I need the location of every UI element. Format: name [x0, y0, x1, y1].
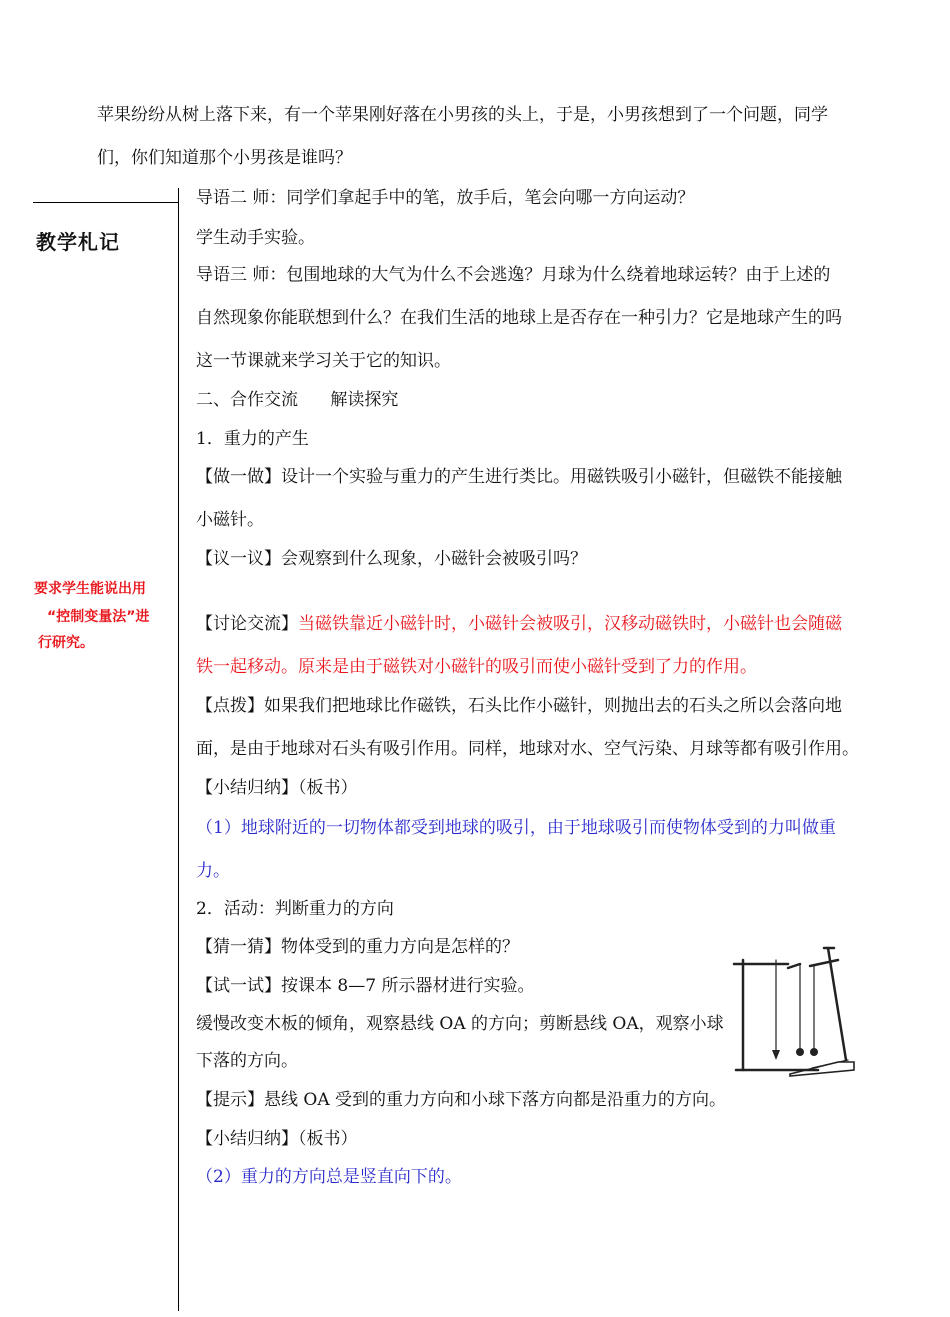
hint-line-1: 【点拨】如果我们把地球比作磁铁，石头比作小磁针，则抛出去的石头之所以会落向地	[196, 696, 842, 716]
intro-line-1: 苹果纷纷从树上落下来，有一个苹果刚好落在小男孩的头上，于是，小男孩想到了一个问题，同学	[97, 105, 828, 125]
conclusion-1-line-2: 力。	[196, 861, 230, 881]
do-it-line-2: 小磁针。	[196, 510, 264, 530]
sidebar-note-line-1: 要求学生能说出用	[34, 581, 146, 597]
guide-3-line-1: 导语三 师：包围地球的大气为什么不会逃逸？月球为什么绕着地球运转？由于上述的	[196, 265, 831, 285]
discuss-line: 【议一议】会观察到什么现象，小磁针会被吸引吗？	[196, 549, 587, 569]
discussion-line-1	[196, 613, 842, 635]
sidebar-title: 教学札记	[36, 230, 120, 254]
sidebar-note-line-3: 行研究。	[38, 635, 94, 651]
tip-line: 【提示】悬线 OA 受到的重力方向和小球下落方向都是沿重力的方向。	[196, 1090, 727, 1110]
discussion-text-1: 当磁铁靠近小磁针时，小磁针会被吸引，汉移动磁铁时，小磁针也会随磁	[298, 614, 842, 634]
discussion-text-2: 铁一起移动。原来是由于磁铁对小磁针的吸引而使小磁针受到了力的作用。	[196, 657, 757, 677]
hint-line-2: 面，是由于地球对石头有吸引作用。同样，地球对水、空气污染、月球等都有吸引作用。	[196, 739, 859, 759]
intro-line-2: 们，你们知道那个小男孩是谁吗？	[97, 148, 352, 168]
summary-1: 【小结归纳】（板书）	[196, 778, 358, 798]
sidebar-top-rule	[33, 202, 179, 203]
summary-2: 【小结归纳】（板书）	[196, 1129, 358, 1149]
pendulum-apparatus-figure	[728, 938, 876, 1078]
discussion-label: 【讨论交流】	[196, 614, 298, 634]
section-heading-2: 二、合作交流 解读探究	[196, 390, 399, 410]
do-it-line-1: 【做一做】设计一个实验与重力的产生进行类比。用磁铁吸引小磁针，但磁铁不能接触	[196, 467, 842, 487]
guess-line: 【猜一猜】物体受到的重力方向是怎样的？	[196, 937, 519, 957]
guide-2: 导语二 师：同学们拿起手中的笔，放手后，笔会向哪一方向运动？	[196, 188, 695, 208]
conclusion-1-line-1: （1）地球附近的一切物体都受到地球的吸引，由于地球吸引而使物体受到的力叫做重	[196, 818, 836, 838]
guide-3-line-3: 这一节课就来学习关于它的知识。	[196, 351, 451, 371]
procedure-line-2: 下落的方向。	[196, 1051, 298, 1071]
sidebar-note-line-2: “控制变量法”进	[47, 609, 150, 625]
conclusion-2: （2）重力的方向总是竖直向下的。	[196, 1167, 462, 1187]
student-experiment: 学生动手实验。	[196, 228, 315, 248]
guide-3-line-2: 自然现象你能联想到什么？在我们生活的地球上是否存在一种引力？它是地球产生的吗	[196, 308, 842, 328]
sidebar-divider	[178, 188, 179, 1311]
procedure-line-1: 缓慢改变木板的倾角，观察悬线 OA 的方向；剪断悬线 OA，观察小球	[196, 1014, 724, 1034]
try-line: 【试一试】按课本 8—7 所示器材进行实验。	[196, 976, 535, 996]
item-1-heading: 1．重力的产生	[196, 429, 309, 449]
item-2-heading: 2．活动：判断重力的方向	[196, 899, 394, 919]
